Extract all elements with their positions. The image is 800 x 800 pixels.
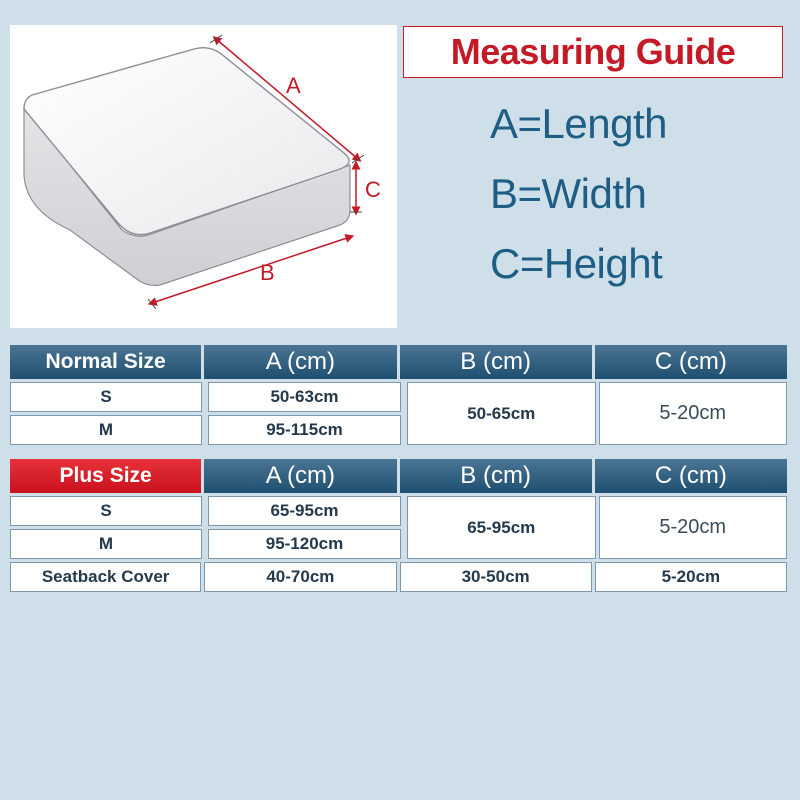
header-plus-size: Plus Size	[10, 459, 201, 493]
cushion-illustration	[10, 25, 397, 328]
header-b: B (cm)	[400, 459, 592, 493]
legend-length: A=Length	[490, 100, 668, 147]
header-normal-size: Normal Size	[10, 345, 201, 379]
value-a-seatback: 40-70cm	[204, 562, 396, 592]
value-b-merged: 50-65cm	[407, 382, 596, 445]
measuring-guide-title: Measuring Guide	[403, 26, 783, 78]
size-m: M	[10, 529, 202, 559]
normal-size-table	[10, 345, 787, 448]
value-a-m: 95-115cm	[208, 415, 401, 445]
table-body	[10, 496, 787, 562]
size-s: S	[10, 382, 202, 412]
cushion-diagram	[10, 25, 397, 328]
value-a-s: 65-95cm	[208, 496, 401, 526]
value-b-seatback: 30-50cm	[400, 562, 592, 592]
header-a: A (cm)	[204, 459, 396, 493]
size-seatback-cover: Seatback Cover	[10, 562, 201, 592]
plus-size-table	[10, 459, 787, 595]
size-s: S	[10, 496, 202, 526]
header-c: C (cm)	[595, 459, 787, 493]
seatback-row	[10, 562, 787, 595]
dimension-c-label: C	[365, 177, 381, 202]
value-a-s: 50-63cm	[208, 382, 401, 412]
value-c-merged: 5-20cm	[599, 382, 788, 445]
table-header-row	[10, 459, 787, 496]
header-a: A (cm)	[204, 345, 396, 379]
size-m: M	[10, 415, 202, 445]
header-b: B (cm)	[400, 345, 592, 379]
value-b-merged: 65-95cm	[407, 496, 596, 559]
legend-width: B=Width	[490, 170, 647, 217]
dimension-a-label: A	[286, 73, 301, 98]
legend-height: C=Height	[490, 240, 663, 287]
table-body	[10, 382, 787, 448]
table-header-row	[10, 345, 787, 382]
header-c: C (cm)	[595, 345, 787, 379]
value-c-merged: 5-20cm	[599, 496, 788, 559]
dimension-b-label: B	[260, 260, 275, 285]
value-a-m: 95-120cm	[208, 529, 401, 559]
value-c-seatback: 5-20cm	[595, 562, 787, 592]
